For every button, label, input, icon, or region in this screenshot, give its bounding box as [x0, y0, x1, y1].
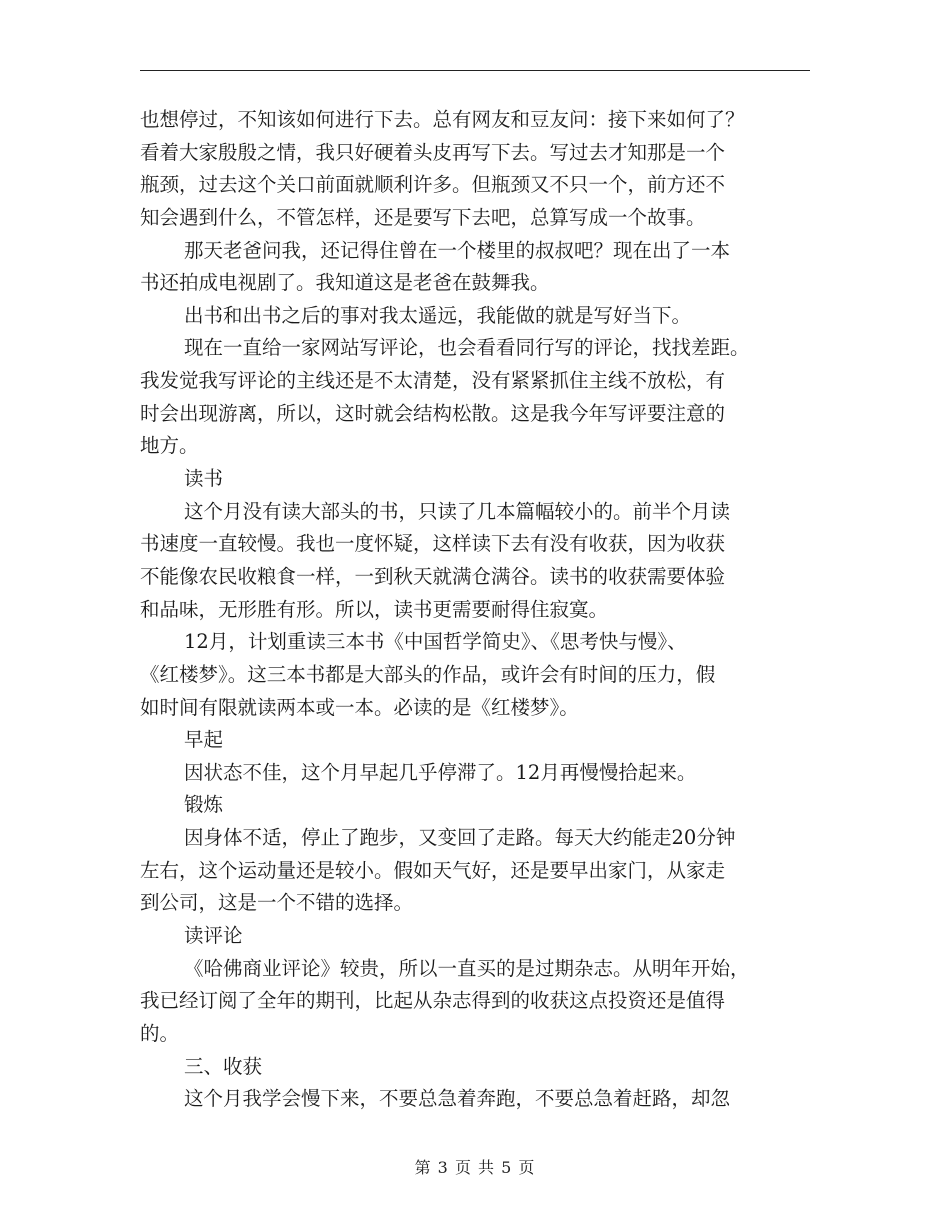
text-line: 早起: [184, 728, 224, 752]
text-line: 锻炼: [184, 793, 224, 817]
text-line: 书速度一直较慢。我也一度怀疑，这样读下去有没有收获，因为收获: [140, 532, 726, 556]
text-line: 看着大家殷殷之情，我只好硬着头皮再写下去。写过去才知那是一个: [140, 140, 726, 164]
text-line: 知会遇到什么，不管怎样，还是要写下去吧，总算写成一个故事。: [140, 205, 706, 229]
page-footer: 第 3 页 共 5 页: [414, 1158, 536, 1177]
text-line: 到公司，这是一个不错的选择。: [140, 891, 414, 915]
text-line: 地方。: [140, 434, 199, 458]
text-line: 如时间有限就读两本或一本。必读的是《红楼梦》。: [140, 695, 579, 719]
text-line: 这个月没有读大部头的书，只读了几本篇幅较小的。前半个月读: [184, 499, 731, 523]
text-line: 《哈佛商业评论》较贵，所以一直买的是过期杂志。从明年开始，: [184, 956, 750, 980]
text-line: 因状态不佳，这个月早起几乎停滞了。12月再慢慢拾起来。: [184, 760, 697, 784]
document-body: [140, 104, 810, 1116]
text-line: 12月，计划重读三本书《中国哲学简史》、《思考快与慢》、: [184, 630, 687, 654]
text-line: 也想停过，不知该如何进行下去。总有网友和豆友问：接下来如何了？: [140, 108, 745, 131]
text-line: 《红楼梦》。这三本书都是大部头的作品，或许会有时间的压力，假: [140, 662, 716, 686]
text-line: 出书和出书之后的事对我太遥远，我能做的就是写好当下。: [184, 303, 692, 327]
text-line: 因身体不适，停止了跑步，又变回了走路。每天大约能走20分钟: [184, 826, 736, 850]
text-line: 读评论: [184, 924, 243, 948]
text-line: 的。: [140, 1021, 180, 1045]
text-line: 现在一直给一家网站写评论，也会看看同行写的评论，找找差距。: [184, 336, 750, 360]
text-line: 那天老爸问我，还记得住曾在一个楼里的叔叔吧？现在出了一本: [184, 238, 731, 262]
text-line: 书还拍成电视剧了。我知道这是老爸在鼓舞我。: [140, 271, 550, 295]
text-line: 左右，这个运动量还是较小。假如天气好，还是要早出家门，从家走: [140, 858, 726, 882]
text-line: 我发觉我写评论的主线还是不太清楚，没有紧紧抓住主线不放松，有: [140, 369, 726, 393]
text-line: 时会出现游离，所以，这时就会结构松散。这是我今年写评要注意的: [140, 401, 726, 425]
text-line: 三、收获: [184, 1054, 263, 1078]
text-line: 和品味，无形胜有形。所以，读书更需要耐得住寂寞。: [140, 597, 609, 621]
text-line: 读书: [184, 467, 224, 491]
text-line: 这个月我学会慢下来，不要总急着奔跑，不要总急着赶路，却忽: [184, 1087, 731, 1111]
text-line: 瓶颈，过去这个关口前面就顺利许多。但瓶颈又不只一个，前方还不: [140, 173, 726, 197]
text-line: 我已经订阅了全年的期刊，比起从杂志得到的收获这点投资还是值得: [140, 989, 726, 1013]
header-rule: [140, 70, 810, 71]
text-line: 不能像农民收粮食一样，一到秋天就满仓满谷。读书的收获需要体验: [140, 564, 726, 588]
